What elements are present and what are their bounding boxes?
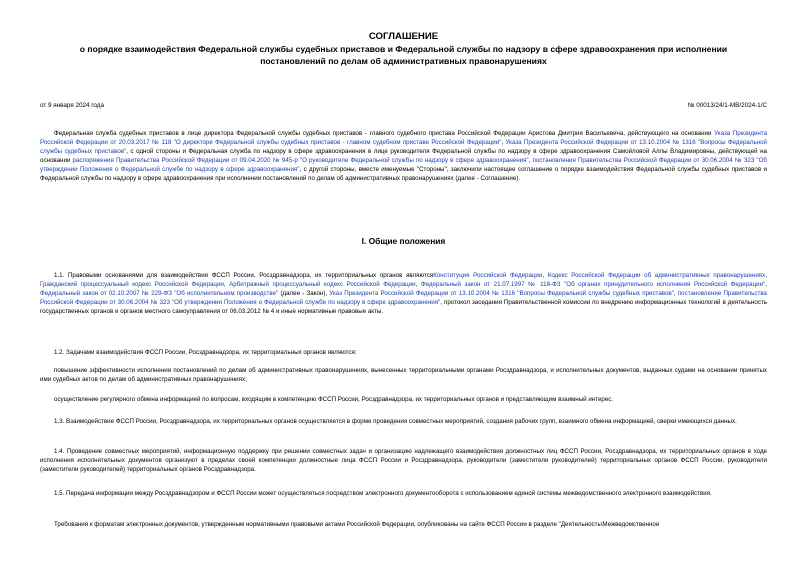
title-line-2: о порядке взаимодействия Федеральной службы судебных приставов и Федеральной службы по надзору в сфере здравоохранения при исполнении — [79, 44, 728, 54]
p11-text-9: , протокол заседания Правительственной комиссии по внедрению информационных технологий в деятельность государственных органов и органов местного самоуправления от 06.03.2012 № 4 и иные нормативные правовые акты. — [40, 298, 768, 315]
document-title — [20, 31, 787, 67]
preamble-link-2[interactable]: Указа Президента Российской Федерации от 13.10.2004 № 1316 "Вопросы Федеральной службы судебных приставов" — [40, 138, 767, 155]
p11-link-postanovlenie323[interactable]: постановление Правительства Российской Федерации от 30.06.2004 № 323 "Об утверждении Положения о Федеральной службе по надзору в сфере здравоохранения" — [40, 289, 767, 306]
paragraph-1-5: 1.5. Передача информации между Росздравнадзором и ФССП России может осуществляться посредством электронного документооборота с использованием единой системы межведомственного электронного взаимодействия. — [54, 490, 712, 497]
p11-link-apk[interactable]: Арбитражный процессуальный кодекс Российской Федерации — [229, 280, 416, 288]
p11-link-fz229[interactable]: Федеральный закон от 02.10.2007 № 229-ФЗ "Об исполнительном производстве" — [40, 289, 279, 297]
paragraph-1-2-b: осуществление регулярного обмена информацией по вопросам, входящим в компетенцию ФССП России, Росздравнадзора, их территориальных органов и представляющим взаимный интерес. — [54, 396, 614, 403]
document-date: от 9 января 2024 года — [40, 102, 104, 109]
preamble-link-3[interactable]: распоряжения Правительства Российской Федерации от 09.04.2020 № 945-р "О руководителе Федеральной службы по надзору в сфере здравоохранения" — [72, 156, 529, 164]
paragraph-1-1 — [40, 272, 767, 317]
p11-link-ukaz1316[interactable]: Указ Президента Российской Федерации от 13.10.2004 № 1316 "Вопросы Федеральной службы судебных приставов" — [329, 289, 674, 297]
p11-text-5: , — [415, 280, 421, 288]
p11-link-gpk[interactable]: Гражданский процессуальный кодекс Российской Федерации — [40, 280, 224, 288]
p11-text-2: , — [542, 272, 548, 279]
p11-text-4: , — [223, 280, 230, 288]
p11-link-constitution[interactable]: Конституция Российской Федерации — [433, 272, 543, 279]
preamble-text-1: Федеральная служба судебных приставов в лице директора Федеральной службы судебных приставов - главного судебного пристава Российской Федерации Аристова Дмитрия Васильевича, действующего на основании — [54, 130, 715, 137]
preamble-link-1[interactable]: Указа Президента Российской Федерации от 20.03.2017 № 118 "О директоре Федеральной службы судебных приставов - главном судебном приставе Российской Федерации" — [40, 130, 768, 146]
title-line-1: СОГЛАШЕНИЕ — [368, 31, 439, 42]
p11-link-fz118[interactable]: Федеральный закон от 21.07.1997 № 118-ФЗ "Об органах принудительного исполнения Российской Федерации" — [420, 280, 766, 288]
title-line-3: постановлений по делам об административных правонарушениях — [260, 56, 547, 66]
paragraph-1-2-a: повышение эффективности исполнения постановлений по делам об административных правонарушениях, вынесенных территориальными органами Росздравнадзора, и исполнительных документов, выданных судами на основании принятых ими судебных актов по делам об административных правонарушениях; — [40, 367, 767, 383]
p11-text-8: , — [673, 289, 678, 297]
p11-link-koap[interactable]: Кодекс Российской Федерации об административных правонарушениях — [547, 272, 766, 279]
p11-text-6: , — [765, 280, 767, 288]
preamble-text-5: , с другой стороны, вместе именуемые "Стороны", заключили настоящее соглашение о порядке взаимодействия Федеральной службы судебных приставов и Федеральной службы по надзору в сфере здравоохранения при исполнении постановлений по делам об административных правонарушениях (далее - Соглашение). — [40, 165, 767, 182]
preamble-text-3: , с одной стороны и Федеральная служба по надзору в сфере здравоохранения в лице руководителя Федеральной службы по надзору в сфере здравоохранения Самойловой Аллы Владимировны, действующей на основании — [40, 147, 767, 164]
p11-text-1: 1.1. Правовыми основаниями для взаимодействия ФССП России, Росздравнадзора, их территориальных органов являются — [54, 272, 434, 279]
preamble-paragraph — [40, 130, 767, 183]
preamble-text-4: , — [528, 156, 533, 164]
preamble-text-2: , — [501, 138, 506, 146]
p11-text-7: (далее - Закон), — [278, 289, 330, 297]
paragraph-1-2: 1.2. Задачами взаимодействия ФССП России, Росздравнадзора, их территориальных органов являются: — [54, 349, 357, 356]
p11-text-3: , — [765, 272, 767, 279]
paragraph-1-6: Требования к форматам электронных документов, утвержденным нормативными правовыми актами Российской Федерации, опубликованы на сайте ФССП России в разделе "Деятельность\Межведомственное — [54, 521, 660, 528]
paragraph-1-4: 1.4. Проведение совместных мероприятий, информационную поддержку при решении совместных задач и организацию надлежащего взаимодействия должностных лиц ФССП России, Росздравнадзора, их территориальных органов в ходе исполнения исполнительных документов организуют в пределах своей компетенции должностные лица ФССП России и Росздравнадзора, руководители (заместители руководителей) территориальных органов ФССП России, руководители (заместители руководителей) территориальных органов Росздравнадзора. — [40, 448, 767, 473]
section-title: I. Общие положения — [361, 236, 446, 246]
document-number: № 00013/24/1-МВ/2024-1/С — [687, 102, 767, 109]
paragraph-1-3: 1.3. Взаимодействие ФССП России, Росздравнадзора, их территориальных органов осуществляется в форме проведения совместных мероприятий, создания рабочих групп, взаимного обмена информацией, сверки имеющихся данных. — [54, 418, 737, 425]
preamble-link-4[interactable]: постановления Правительства Российской Федерации от 30.06.2004 № 323 "Об утверждении Положения о Федеральной службе по надзору в сфере здравоохранения" — [40, 156, 767, 173]
